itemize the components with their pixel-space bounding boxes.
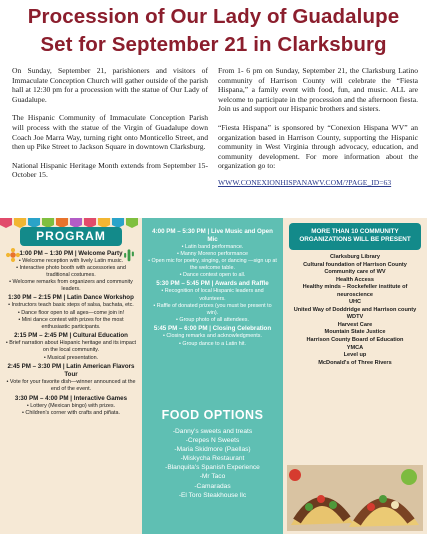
program-panel xyxy=(0,218,142,534)
article-left-column xyxy=(12,66,208,189)
organization-item: United Way of Doddridge and Harrison county xyxy=(293,306,417,313)
organization-item: Healthy minds – Rockefeller institute of neuroscience xyxy=(302,284,408,298)
paragraph: National Hispanic Heritage Month extends from September 15-October 15. xyxy=(12,160,208,180)
program-time: 4:00 PM – 5:30 PM | Live Music and Open Mic xyxy=(152,227,273,243)
program-list-continued xyxy=(148,226,277,348)
program-item: • Lottery (Mexican bingo) with prizes. xyxy=(26,402,116,409)
program-time: 1:30 PM – 2:15 PM | Latin Dance Workshop xyxy=(8,294,134,302)
program-item: • Welcome remarks from organizers and community leaders. xyxy=(9,278,133,292)
food-vendor: -El Toro Steakhouse llc xyxy=(178,491,247,499)
program-item: • Mini dance contest with prizes for the most enthusiastic participants. xyxy=(18,316,124,330)
organizations-list xyxy=(287,254,423,367)
organizations-heading-line-1: MORE THAN 10 COMMUNITY xyxy=(311,228,399,235)
paragraph: On Sunday, September 21, parishioners and visitors of Immaculate Conception Church will gather outside of the parish hall at 12:30 pm for a procession with the statue of Our Lady of Guadalupe. xyxy=(12,66,208,104)
organization-item: Level up xyxy=(343,352,367,359)
program-item: • Closing remarks and acknowledgments. xyxy=(163,333,262,340)
food-vendor: -Camaradas xyxy=(194,482,231,490)
program-item: • Dance contest open to all. xyxy=(179,271,246,278)
program-item: • Open mic for poetry, singing, or dancing —sign up at the welcome table. xyxy=(148,257,277,271)
program-time: 3:30 PM – 4:00 PM | Interactive Games xyxy=(14,394,128,402)
organization-item: YMCA xyxy=(346,344,364,351)
title-line-2: Set for September 21 in Clarksburg xyxy=(40,33,387,56)
article-title xyxy=(0,3,427,59)
organization-link[interactable]: WWW.CONEXIONHISPANAWV.COM/?PAGE_ID=63 xyxy=(218,177,392,187)
program-time: 1:00 PM – 1:30 PM | Welcome Party xyxy=(19,249,123,257)
food-vendor: -Mr Taco xyxy=(199,473,226,481)
food-vendor: -Danny's sweets and treats xyxy=(172,428,253,435)
program-item: • Group photo of all attendees. xyxy=(176,316,249,323)
program-time: 2:15 PM – 2:45 PM | Cultural Education xyxy=(14,332,128,340)
organizations-heading-line-2: ORGANIZATIONS WILL BE PRESENT xyxy=(299,235,411,243)
paragraph: From 1- 6 pm on Sunday, September 21, the Clarksburg Latino community of Harrison County will celebrate the “Fiesta Hispana,” a family event with food, fun, and music. ALL are welcome to participate in the procession and the afternoon fiesta. Join us and support our Hispanic brothers and sisters. xyxy=(218,66,418,114)
program-item: • Raffle of donated prizes (you must be present to win). xyxy=(153,302,272,316)
organization-item: McDonald's of Three Rivers xyxy=(318,359,392,366)
program-item: • Vote for your favorite dish—winner announced at the end of the event. xyxy=(6,379,136,393)
program-item: • Instructors teach basic steps of salsa, bachata, etc. xyxy=(8,302,134,309)
program-time: 2:45 PM – 3:30 PM | Latin American Flavors Tour xyxy=(7,363,135,379)
paragraph: “Fiesta Hispana” is sponsored by “Conexion Hispana WV” an organization based in Harrison County, supporting the Hispanic community in West Virginia through advocacy, education, and community development. For more information about the organization go to: xyxy=(218,122,418,171)
organization-item: Community care of WV xyxy=(324,269,386,276)
article-right-column xyxy=(218,66,418,188)
organization-item: Clarksburg Library xyxy=(329,254,381,260)
paragraph: The Hispanic Community of Immaculate Conception Parish will process with the statue of the Virgin of Guadalupe down Coach Joe Marra Way, turning right onto Monticello Street, and then up Pike Street to Jackson Square in downtown Clarksburg. xyxy=(12,113,208,152)
tacos-photo xyxy=(287,465,423,531)
food-options-heading: FOOD OPTIONS xyxy=(161,408,264,422)
program-heading: PROGRAM xyxy=(20,227,122,246)
food-vendor: -Crepes N Sweets xyxy=(185,437,240,445)
program-item: • Brief narration about Hispanic heritage and its impact on the local community. xyxy=(5,340,137,354)
program-time: 5:45 PM – 6:00 PM | Closing Celebration xyxy=(153,325,272,333)
food-vendor: -Miskycha Restaurant xyxy=(180,455,245,463)
schedule-food-panel xyxy=(142,218,283,534)
program-time: 5:30 PM – 5:45 PM | Awards and Raffle xyxy=(156,280,269,288)
food-vendor: -Maria Skidmore (Paellas) xyxy=(174,446,251,454)
organization-item: Harvest Care xyxy=(337,321,373,328)
organizations-heading xyxy=(289,223,421,250)
program-item: • Welcome reception with lively Latin music. xyxy=(18,257,124,264)
program-item: • Children's corner with crafts and piñata. xyxy=(22,409,120,416)
program-item: • Group dance to a Latin hit. xyxy=(179,340,246,347)
organization-item: Cultural foundation of Harrison County xyxy=(303,261,407,268)
program-item: • Musical presentation. xyxy=(43,354,99,361)
title-line-1: Procession of Our Lady of Guadalupe xyxy=(27,5,400,28)
organization-item: Mountain State Justice xyxy=(324,329,386,336)
organization-item: Health Access xyxy=(335,276,375,283)
program-item: • Interactive photo booth with accessories and traditional costumes. xyxy=(16,264,126,278)
food-vendor: -Blanquita's Spanish Experience xyxy=(165,464,260,472)
program-list xyxy=(4,248,138,417)
organization-item: WDTV xyxy=(346,314,364,321)
program-item: • Manny Moreno performance xyxy=(176,250,249,257)
program-item: • Dance floor open to all ages—come join in! xyxy=(17,309,125,316)
program-item: • Latin band performance. xyxy=(181,243,244,250)
organization-item: Harrison County Board of Education xyxy=(306,337,404,344)
organization-item: UHC xyxy=(348,299,362,306)
food-list xyxy=(142,427,283,500)
program-item: • Recognition of local Hispanic leaders and volunteers. xyxy=(161,288,264,302)
